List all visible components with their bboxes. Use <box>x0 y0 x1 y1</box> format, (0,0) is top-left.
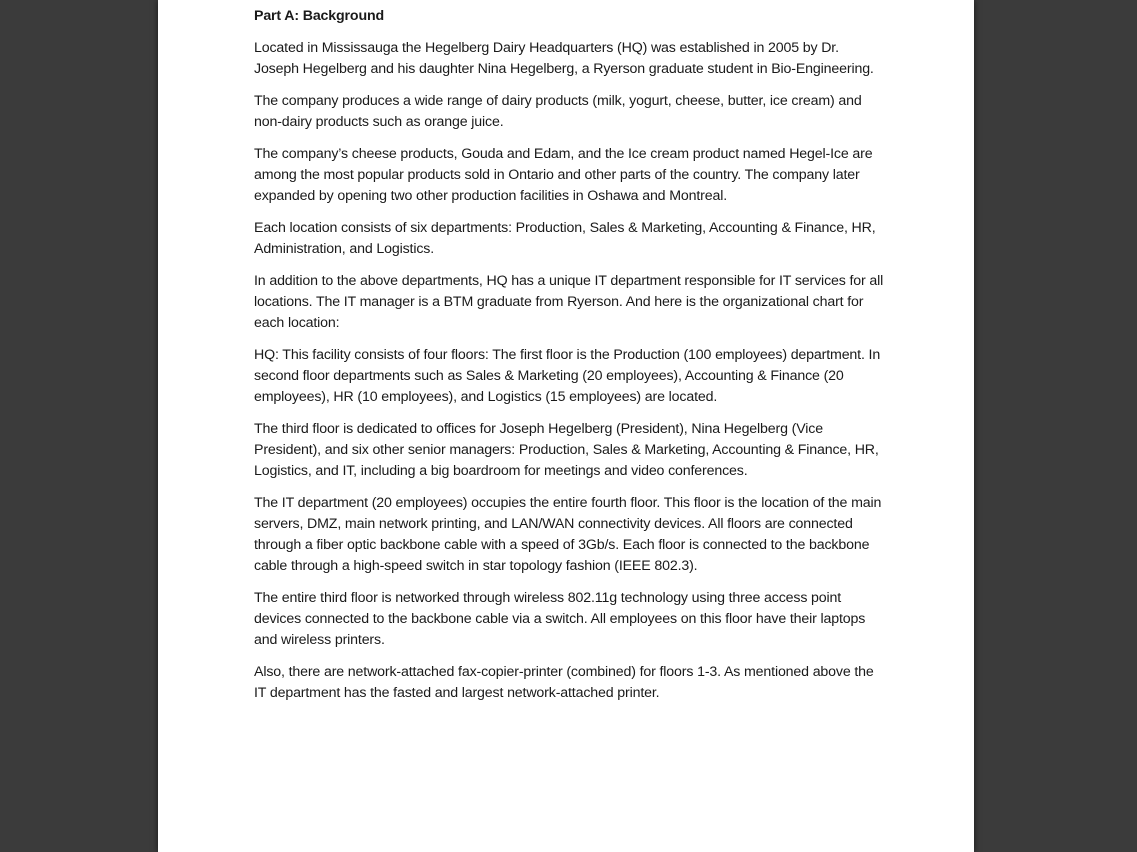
paragraph-location: Located in Mississauga the Hegelberg Dairy Headquarters (HQ) was established in 2005 by Dr. Joseph Hegelberg and his daughter Nina Hegelberg, a Ryerson graduate student in Bio-Engineering. <box>254 40 874 77</box>
document-page[interactable] <box>158 0 974 852</box>
paragraph-wireless: The entire third floor is networked through wireless 802.11g technology using three access point devices connected to the backbone cable via a switch. All employees on this floor have their laptops and wireless printers. <box>254 590 866 648</box>
paragraph-cheese-products: The company’s cheese products, Gouda and Edam, and the Ice cream product named Hegel-Ice are among the most popular products sold in Ontario and other parts of the country. The company later expanded by opening two other production facilities in Oshawa and Montreal. <box>254 146 873 204</box>
paragraph-fourth-floor: The IT department (20 employees) occupies the entire fourth floor. This floor is the location of the main servers, DMZ, main network printing, and LAN/WAN connectivity devices. All floors are connected through a fiber optic backbone cable with a speed of 3Gb/s. Each floor is connected to the backbone cable through a high-speed switch in star topology fashion (IEEE 802.3). <box>254 495 882 574</box>
paragraph-third-floor: The third floor is dedicated to offices for Joseph Hegelberg (President), Nina Hegelberg (Vice President), and six other senior managers: Production, Sales & Marketing, Accounting & Finance, HR, Logistics, and IT, including a big boardroom for meetings and video conferences. <box>254 421 879 479</box>
paragraph-printers: Also, there are network-attached fax-copier-printer (combined) for floors 1-3. As mentioned above the IT department has the fasted and largest network-attached printer. <box>254 664 874 701</box>
section-heading: Part A: Background <box>254 8 384 24</box>
paragraph-products: The company produces a wide range of dairy products (milk, yogurt, cheese, butter, ice cream) and non-dairy products such as orange juice. <box>254 93 862 130</box>
paragraph-it-department: In addition to the above departments, HQ has a unique IT department responsible for IT services for all locations. The IT manager is a BTM graduate from Ryerson. And here is the organizational chart for each location: <box>254 273 884 331</box>
paragraph-hq-floors: HQ: This facility consists of four floors: The first floor is the Production (100 employees) department. In second floor departments such as Sales & Marketing (20 employees), Accounting & Finance (20 employees), HR (10 employees), and Logistics (15 employees) are located. <box>254 347 881 405</box>
paragraph-departments: Each location consists of six departments: Production, Sales & Marketing, Accounting & Finance, HR, Administration, and Logistics. <box>254 220 876 257</box>
page-content <box>254 6 884 715</box>
